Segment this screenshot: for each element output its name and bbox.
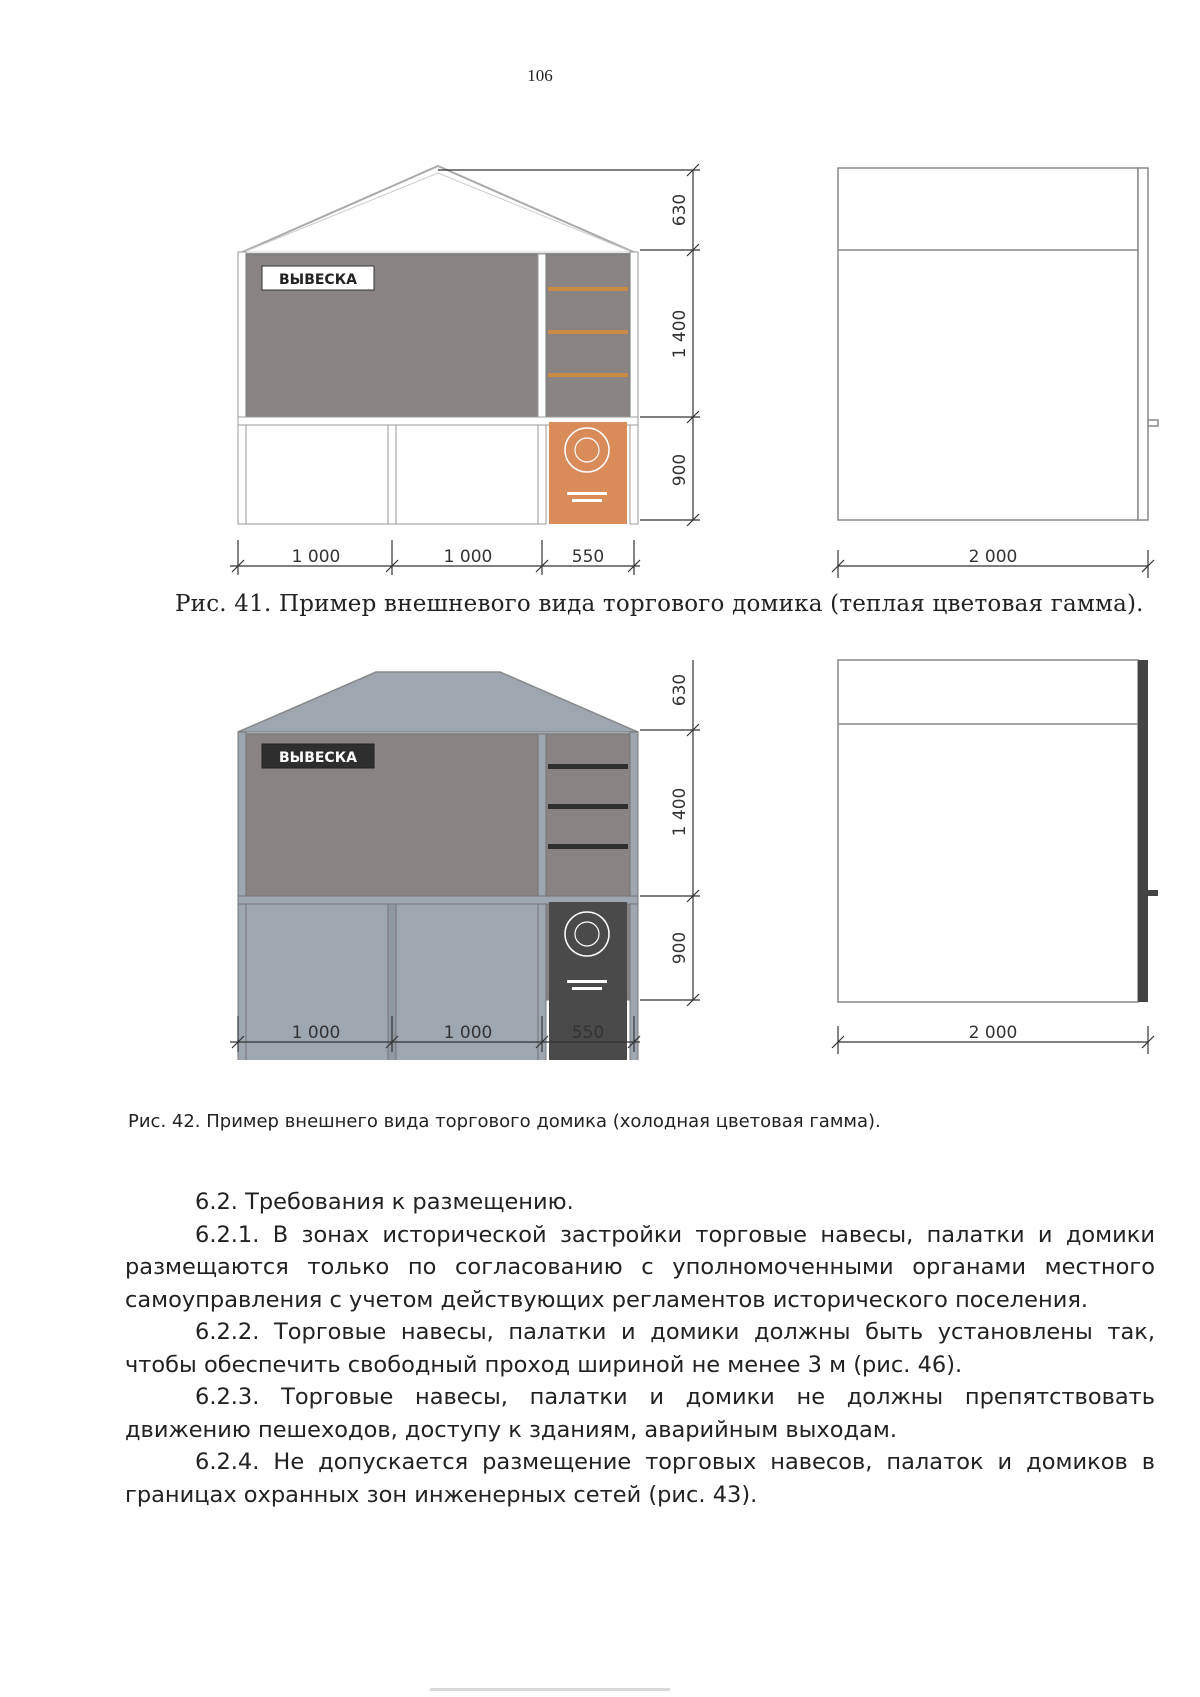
dim-1000a-cold: 1 000 — [291, 1023, 341, 1043]
side-elevation-warm — [838, 168, 1158, 520]
dim-1400-cold: 1 400 — [670, 787, 690, 837]
dim-2000-cold: 2 000 — [968, 1023, 1018, 1043]
paragraph-6-2-4: 6.2.4. Не допускается размещение торговых навесов, палаток и домиков в границах охранных зон инженерных сетей (рис. 43). — [125, 1449, 1155, 1508]
dim-900-cold: 900 — [670, 931, 690, 965]
side-elevation-cold — [838, 660, 1138, 1002]
sign-label-warm: ВЫВЕСКА — [279, 272, 357, 288]
dim-550-warm: 550 — [571, 547, 605, 567]
page-number: 106 — [527, 66, 553, 85]
dim-550-cold: 550 — [571, 1023, 605, 1043]
dim-630-cold: 630 — [670, 673, 690, 707]
front-elevation-cold — [238, 672, 638, 1060]
figure-41-drawing — [0, 0, 1200, 600]
figure-42-caption: Рис. 42. Пример внешнего вида торгового домика (холодная цветовая гамма). — [128, 1111, 881, 1132]
side-post-cold — [1138, 660, 1148, 1002]
section-title: 6.2. Требования к размещению. — [195, 1189, 574, 1215]
paragraph-6-2-2: 6.2.2. Торговые навесы, палатки и домики должны быть установлены так, чтобы обеспечить свободный проход шириной не менее 3 м (рис. 46). — [125, 1319, 1155, 1378]
dim-1000a-warm: 1 000 — [291, 547, 341, 567]
dim-900-warm: 900 — [670, 453, 690, 487]
scan-mark-bottom — [430, 1688, 670, 1691]
side-hinge-cold — [1148, 890, 1158, 896]
sign-label-cold: ВЫВЕСКА — [279, 750, 357, 766]
figure-42-drawing — [0, 640, 1200, 1060]
dim-1400-warm: 1 400 — [670, 309, 690, 359]
dim-1000b-cold: 1 000 — [443, 1023, 493, 1043]
body-text — [125, 1186, 1155, 1511]
dim-630-warm: 630 — [670, 193, 690, 227]
figure-41-caption: Рис. 41. Пример внешневого вида торгового домика (теплая цветовая гамма). — [175, 591, 1144, 617]
paragraph-6-2-1: 6.2.1. В зонах исторической застройки торговые навесы, палатки и домики размещаются только по согласованию с уполномоченными органами местного самоуправления с учетом действующих регламентов исторического поселения. — [125, 1221, 1155, 1313]
dim-1000b-warm: 1 000 — [443, 547, 493, 567]
dim-2000-warm: 2 000 — [968, 547, 1018, 567]
paragraph-6-2-3: 6.2.3. Торговые навесы, палатки и домики не должны препятствовать движению пешеходов, доступу к зданиям, аварийным выходам. — [125, 1384, 1155, 1443]
front-elevation-warm — [238, 166, 638, 524]
